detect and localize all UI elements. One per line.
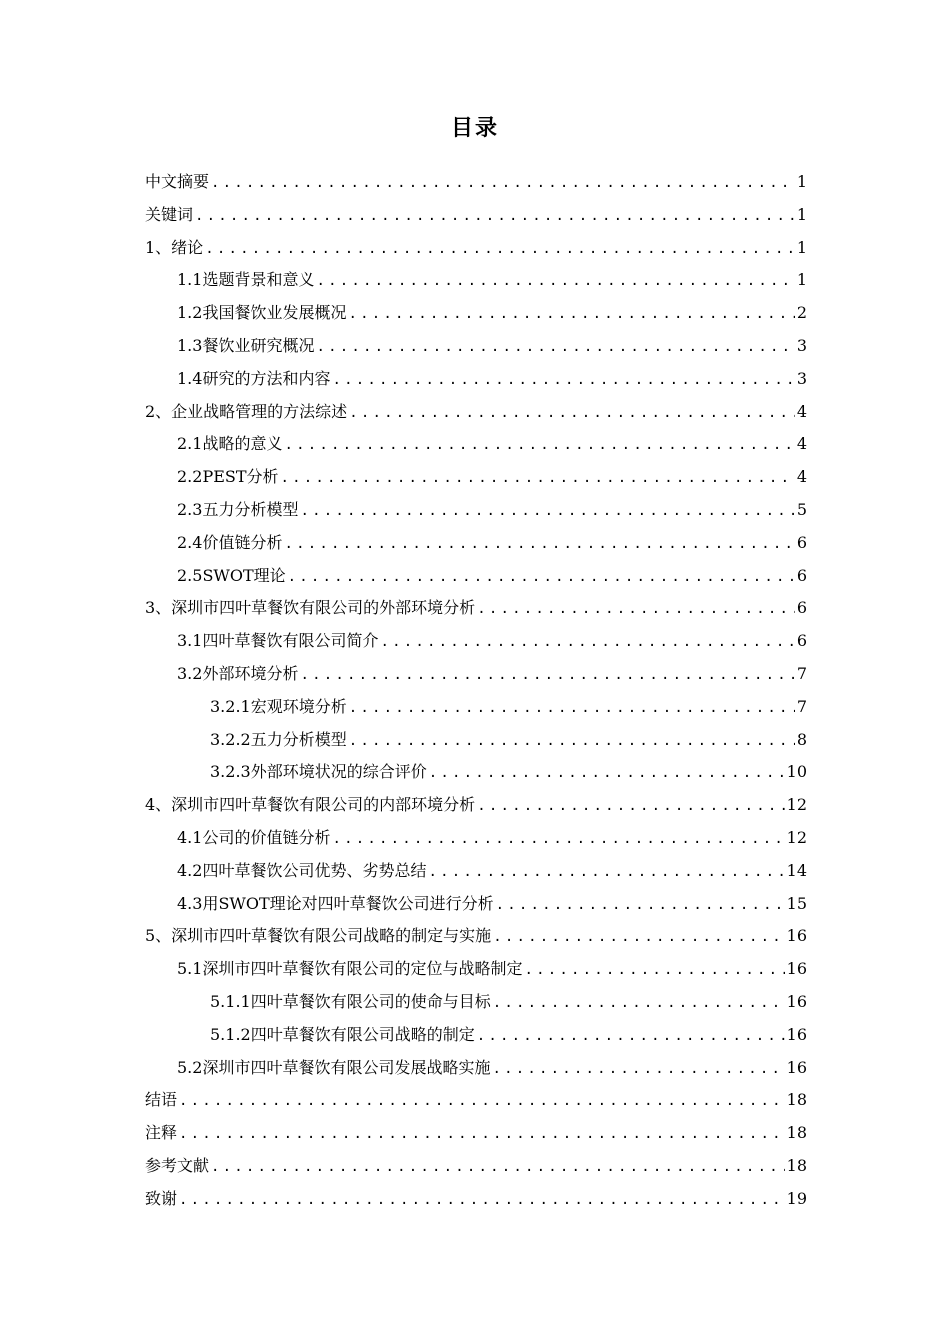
toc-leader-dots (348, 298, 794, 331)
toc-entry-label: 4.2四叶草餐饮公司优势、劣势总结 (177, 860, 427, 880)
toc-entry-label: 5.2深圳市四叶草餐饮有限公司发展战略实施 (177, 1057, 491, 1077)
toc-entry[interactable] (145, 756, 807, 789)
toc-entry-label: 3.2.1宏观环境分析 (210, 696, 347, 716)
toc-entry-page-number: 1 (796, 237, 807, 257)
toc-entry[interactable] (145, 330, 807, 363)
toc-entry-page-number: 7 (796, 696, 807, 716)
toc-entry-label: 4.3用SWOT理论对四叶草餐饮公司进行分析 (177, 893, 494, 913)
toc-entry-label: 5.1.2四叶草餐饮有限公司战略的制定 (210, 1024, 475, 1044)
toc-entry-page-number: 12 (786, 795, 807, 815)
toc-leader-dots (300, 659, 794, 692)
toc-leader-dots (428, 856, 784, 889)
toc-entry[interactable] (145, 527, 807, 560)
toc-leader-dots (477, 1020, 785, 1053)
toc-entry[interactable] (145, 888, 807, 921)
toc-entry[interactable] (145, 428, 807, 461)
toc-entry-label: 2.1战略的意义 (177, 434, 283, 454)
toc-entry-page-number: 14 (786, 860, 807, 880)
toc-entry[interactable] (145, 920, 807, 953)
toc-entry-page-number: 16 (786, 991, 807, 1011)
toc-entry[interactable] (145, 363, 807, 396)
toc-entry-page-number: 1 (796, 270, 807, 290)
toc-leader-dots (524, 954, 784, 987)
toc-entry[interactable] (145, 1117, 807, 1150)
toc-entry[interactable] (145, 1019, 807, 1052)
toc-entry-label: 5、深圳市四叶草餐饮有限公司战略的制定与实施 (145, 926, 492, 946)
toc-entry-label: 中文摘要 (145, 172, 210, 191)
toc-leader-dots (284, 429, 794, 462)
toc-leader-dots (211, 167, 795, 200)
toc-entry-page-number: 3 (796, 335, 807, 355)
toc-entry[interactable] (145, 232, 807, 265)
toc-entry-label: 2、企业战略管理的方法综述 (145, 401, 348, 421)
toc-entry[interactable] (145, 986, 807, 1019)
toc-entry-label: 2.3五力分析模型 (177, 499, 299, 519)
toc-entry[interactable] (145, 953, 807, 986)
toc-entry-page-number: 12 (786, 827, 807, 847)
toc-leader-dots (300, 495, 794, 528)
toc-entry-label: 1.3餐饮业研究概况 (177, 335, 315, 355)
toc-entry-page-number: 15 (786, 893, 807, 913)
toc-entry-label: 1.2我国餐饮业发展概况 (177, 303, 347, 323)
toc-entry-page-number: 4 (796, 467, 807, 487)
toc-leader-dots (429, 757, 785, 790)
toc-entry-page-number: 5 (796, 499, 807, 519)
toc-entry-page-number: 6 (796, 598, 807, 618)
toc-entry-page-number: 18 (786, 1155, 807, 1175)
toc-leader-dots (179, 1085, 785, 1118)
toc-entry[interactable] (145, 625, 807, 658)
toc-entry[interactable] (145, 1052, 807, 1085)
toc-entry-page-number: 16 (786, 926, 807, 946)
toc-entry-page-number: 18 (786, 1090, 807, 1110)
toc-entry-label: 2.4价值链分析 (177, 532, 283, 552)
toc-leader-dots (284, 528, 794, 561)
toc-leader-dots (493, 987, 785, 1020)
toc-entry-label: 3.2.2五力分析模型 (210, 729, 347, 749)
toc-leader-dots (496, 889, 785, 922)
toc-entry-page-number: 6 (796, 631, 807, 651)
toc-entry-page-number: 1 (796, 172, 807, 191)
toc-leader-dots (316, 331, 794, 364)
toc-entry[interactable] (145, 264, 807, 297)
toc-entry-label: 致谢 (145, 1188, 178, 1208)
toc-entry-label: 1.4研究的方法和内容 (177, 368, 331, 388)
toc-entry-page-number: 18 (786, 1123, 807, 1143)
toc-entry-label: 3.1四叶草餐饮有限公司简介 (177, 631, 379, 651)
toc-leader-dots (349, 692, 795, 725)
toc-entry-page-number: 6 (796, 532, 807, 552)
toc-entry[interactable] (145, 396, 807, 429)
toc-leader-dots (195, 200, 795, 233)
toc-entry-label: 关键词 (145, 204, 194, 224)
toc-entry-page-number: 10 (786, 762, 807, 782)
toc-entry-page-number: 2 (796, 303, 807, 323)
toc-entry-label: 3.2外部环境分析 (177, 663, 299, 683)
toc-entry[interactable] (145, 166, 807, 199)
toc-leader-dots (332, 364, 794, 397)
toc-entry-label: 2.5SWOT理论 (177, 565, 286, 585)
toc-entry-page-number: 4 (796, 401, 807, 421)
toc-entry[interactable] (145, 822, 807, 855)
toc-entry-page-number: 4 (796, 434, 807, 454)
toc-entry-label: 结语 (145, 1090, 178, 1110)
toc-leader-dots (349, 725, 795, 758)
toc-entry[interactable] (145, 691, 807, 724)
toc-entry-label: 2.2PEST分析 (177, 467, 279, 487)
toc-leader-dots (281, 462, 795, 495)
toc-entry[interactable] (145, 297, 807, 330)
toc-leader-dots (477, 790, 784, 823)
toc-entry[interactable] (145, 1084, 807, 1117)
toc-entry-page-number: 16 (786, 1057, 807, 1077)
toc-entry-label: 参考文献 (145, 1155, 210, 1175)
toc-entry[interactable] (145, 724, 807, 757)
toc-leader-dots (288, 561, 795, 594)
table-of-contents (145, 166, 807, 1216)
toc-entry-label: 1.1选题背景和意义 (177, 270, 315, 290)
toc-entry-page-number: 3 (796, 368, 807, 388)
toc-leader-dots (332, 823, 784, 856)
toc-entry-page-number: 7 (796, 663, 807, 683)
toc-leader-dots (492, 1053, 784, 1086)
toc-leader-dots (316, 265, 794, 298)
toc-entry[interactable] (145, 1150, 807, 1183)
toc-entry-label: 4、深圳市四叶草餐饮有限公司的内部环境分析 (145, 795, 476, 815)
toc-entry-label: 3.2.3外部环境状况的综合评价 (210, 762, 427, 782)
toc-leader-dots (477, 593, 795, 626)
toc-entry-page-number: 1 (796, 204, 807, 224)
toc-entry-page-number: 16 (786, 959, 807, 979)
toc-entry-label: 4.1公司的价值链分析 (177, 827, 331, 847)
toc-entry[interactable] (145, 1183, 807, 1216)
toc-leader-dots (179, 1184, 785, 1217)
toc-entry-page-number: 16 (786, 1024, 807, 1044)
toc-entry[interactable] (145, 789, 807, 822)
toc-entry[interactable] (145, 199, 807, 232)
toc-leader-dots (179, 1118, 785, 1151)
toc-entry-page-number: 19 (786, 1188, 807, 1208)
toc-entry[interactable] (145, 461, 807, 494)
toc-leader-dots (205, 233, 795, 266)
toc-entry[interactable] (145, 592, 807, 625)
toc-entry-page-number: 6 (796, 565, 807, 585)
toc-entry[interactable] (145, 658, 807, 691)
toc-entry[interactable] (145, 560, 807, 593)
toc-leader-dots (349, 397, 795, 430)
toc-leader-dots (493, 921, 784, 954)
toc-entry-label: 注释 (145, 1123, 178, 1143)
toc-entry-page-number: 8 (796, 729, 807, 749)
toc-entry-label: 5.1深圳市四叶草餐饮有限公司的定位与战略制定 (177, 959, 523, 979)
toc-entry-label: 5.1.1四叶草餐饮有限公司的使命与目标 (210, 991, 491, 1011)
toc-leader-dots (380, 626, 794, 659)
toc-entry-label: 3、深圳市四叶草餐饮有限公司的外部环境分析 (145, 598, 476, 618)
toc-entry[interactable] (145, 494, 807, 527)
toc-entry[interactable] (145, 855, 807, 888)
page-title: 目录 (450, 116, 499, 141)
toc-leader-dots (211, 1151, 785, 1184)
toc-entry-label: 1、绪论 (145, 237, 204, 257)
